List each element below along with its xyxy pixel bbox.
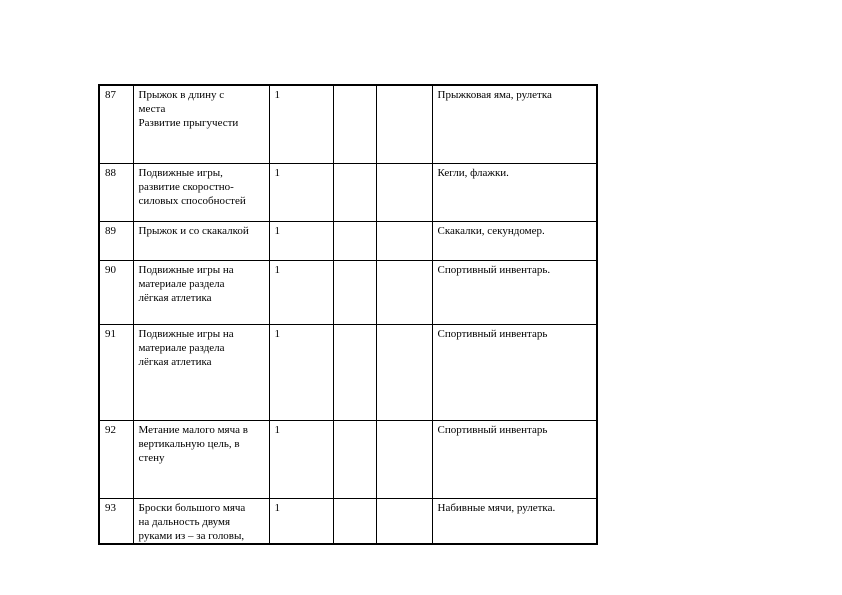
lesson-number-cell bbox=[99, 498, 133, 544]
lesson-hours-cell bbox=[269, 420, 333, 498]
lesson-hours: 1 bbox=[274, 89, 280, 101]
lesson-hours: 1 bbox=[274, 263, 280, 276]
lesson-hours-cell bbox=[269, 498, 333, 544]
lesson-hours-cell bbox=[269, 163, 333, 221]
lesson-topic-cell bbox=[133, 498, 269, 544]
lesson-topic: Броски большого мяча на дальность двумя руками из – за головы, bbox=[138, 501, 246, 542]
table-row bbox=[99, 163, 597, 221]
equipment: Спортивный инвентарь bbox=[437, 327, 548, 340]
planned-date-cell bbox=[333, 163, 376, 221]
equipment: Скакалки, секундомер. bbox=[437, 224, 545, 237]
equipment-cell bbox=[432, 221, 597, 260]
equipment-cell bbox=[432, 324, 597, 420]
table-row bbox=[99, 260, 597, 324]
planned-date-cell bbox=[333, 260, 376, 324]
lesson-topic: Прыжок в длину с места Развитие прыгучести bbox=[138, 89, 239, 129]
lesson-topic-cell bbox=[133, 85, 269, 163]
lesson-number: 90 bbox=[105, 263, 116, 276]
lesson-number-cell bbox=[99, 260, 133, 324]
equipment: Спортивный инвентарь. bbox=[437, 263, 551, 276]
lesson-topic: Подвижные игры на материале раздела лёгкая атлетика bbox=[138, 263, 234, 304]
actual-date-cell bbox=[376, 221, 432, 260]
lesson-topic: Подвижные игры, развитие скоростно- силовых способностей bbox=[138, 166, 246, 207]
lesson-hours: 1 bbox=[274, 166, 280, 179]
equipment-cell bbox=[432, 260, 597, 324]
lesson-number: 92 bbox=[105, 423, 116, 436]
planned-date-cell bbox=[333, 420, 376, 498]
lesson-hours-cell bbox=[269, 260, 333, 324]
planned-date-cell bbox=[333, 85, 376, 163]
equipment-cell bbox=[432, 163, 597, 221]
actual-date-cell bbox=[376, 498, 432, 544]
lesson-hours-cell bbox=[269, 85, 333, 163]
lesson-number: 91 bbox=[105, 327, 116, 340]
lesson-number: 89 bbox=[105, 224, 116, 237]
lesson-number-cell bbox=[99, 85, 133, 163]
lesson-topic-cell bbox=[133, 221, 269, 260]
table-row bbox=[99, 420, 597, 498]
lesson-number-cell bbox=[99, 324, 133, 420]
lesson-topic: Подвижные игры на материале раздела лёгкая атлетика bbox=[138, 327, 234, 368]
actual-date-cell bbox=[376, 163, 432, 221]
lesson-topic: Метание малого мяча в вертикальную цель, в стену bbox=[138, 423, 248, 464]
equipment: Кегли, флажки. bbox=[437, 166, 509, 179]
lesson-number-cell bbox=[99, 163, 133, 221]
equipment: Прыжковая яма, рулетка bbox=[437, 89, 552, 101]
lesson-hours: 1 bbox=[274, 501, 280, 514]
actual-date-cell bbox=[376, 420, 432, 498]
equipment: Набивные мячи, рулетка. bbox=[437, 501, 556, 514]
table-row bbox=[99, 85, 597, 163]
lesson-topic-cell bbox=[133, 420, 269, 498]
actual-date-cell bbox=[376, 260, 432, 324]
lesson-topic-cell bbox=[133, 260, 269, 324]
lesson-number: 93 bbox=[105, 501, 116, 514]
planned-date-cell bbox=[333, 324, 376, 420]
table-row bbox=[99, 221, 597, 260]
lesson-topic-cell bbox=[133, 163, 269, 221]
actual-date-cell bbox=[376, 324, 432, 420]
lesson-hours: 1 bbox=[274, 423, 280, 436]
actual-date-cell bbox=[376, 85, 432, 163]
equipment-cell bbox=[432, 498, 597, 544]
lesson-number: 87 bbox=[105, 89, 116, 101]
planned-date-cell bbox=[333, 221, 376, 260]
equipment-cell bbox=[432, 420, 597, 498]
lesson-number-cell bbox=[99, 221, 133, 260]
lesson-topic-cell bbox=[133, 324, 269, 420]
equipment-cell bbox=[432, 85, 597, 163]
lesson-topic: Прыжок и со скакалкой bbox=[138, 224, 249, 237]
lesson-hours-cell bbox=[269, 324, 333, 420]
lesson-number: 88 bbox=[105, 166, 116, 179]
equipment: Спортивный инвентарь bbox=[437, 423, 548, 436]
lesson-hours: 1 bbox=[274, 327, 280, 340]
lesson-hours-cell bbox=[269, 221, 333, 260]
table-row bbox=[99, 498, 597, 544]
lesson-hours: 1 bbox=[274, 224, 280, 237]
lesson-number-cell bbox=[99, 420, 133, 498]
planned-date-cell bbox=[333, 498, 376, 544]
table-row bbox=[99, 324, 597, 420]
lesson-plan-table bbox=[98, 84, 598, 545]
